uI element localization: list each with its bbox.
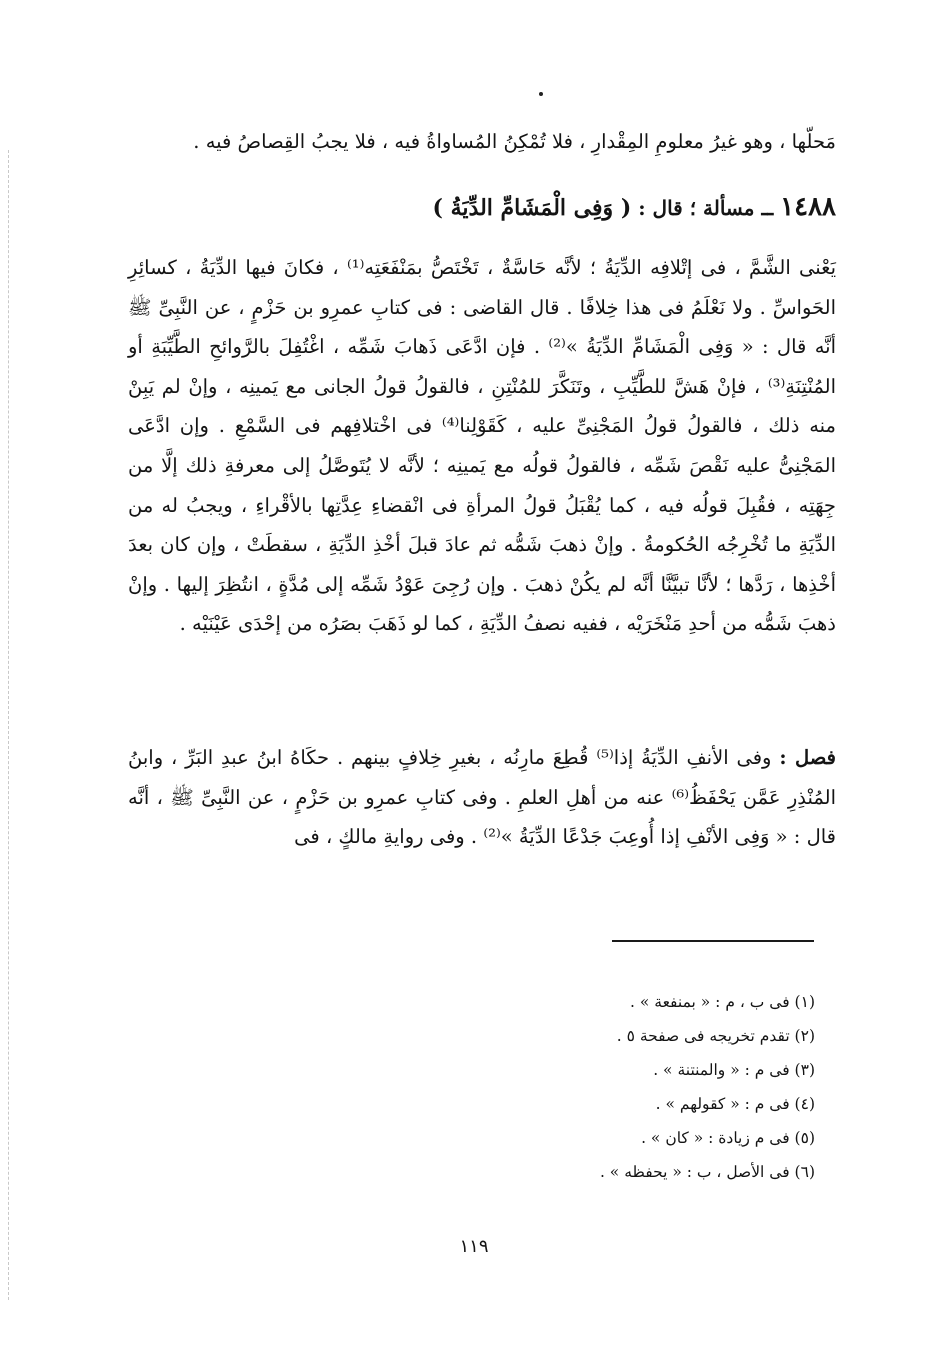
fasl-label: فصل :	[779, 746, 836, 769]
body-paragraph-2	[128, 738, 836, 857]
fasl-text: وفى الأنفِ الدِّيَةُ إذا⁽⁵⁾ قُطِعَ مارِنُه ، بغيرِ خِلافٍ بينهم . حكَاهُ ابنُ عبدِ البَرِّ ، وابنُ المُنْذِرِ عَمَّن يَحْفَظُ⁽⁶⁾ عنه من أهلِ العلمِ . وفى كتابِ عمرِو بن حَزْمٍ ، عن النَّبِىِّ ﷺ ، أنَّه قال : « وَفِى الأنْفِ إذا أُوعِبَ جَدْعًا الدِّيَةُ »⁽²⁾ . وفى روايةِ مالكٍ ، فى	[128, 746, 837, 849]
section-dash: ــ	[761, 196, 774, 220]
intro-line: مَحلّها ، وهو غيرُ معلومِ المِقْدارِ ، فلا تُمْكِنُ المُساواةُ فيه ، فلا يجبُ القِصاصُ فيه .	[193, 130, 836, 153]
section-verse: ( وَفِى الْمَشَامِّ الدِّيَةُ )	[432, 195, 632, 221]
footnote-2: (٢) تقدم تخريجه فى صفحة ٥ .	[616, 1027, 815, 1045]
section-heading	[433, 192, 836, 222]
ink-dot	[539, 92, 543, 96]
page-number: ١١٩	[459, 1236, 489, 1257]
section-label: مسألة ؛ قال :	[638, 196, 755, 220]
footnote-6: (٦) فى الأصل ، ب : « يحفظه » .	[599, 1163, 815, 1181]
footnote-separator	[612, 940, 814, 942]
footnote-1: (١) فى ب ، م : « بمنفعة » .	[630, 993, 815, 1011]
footnote-3: (٣) فى م : « والمنتنة » .	[653, 1061, 815, 1079]
section-number: ١٤٨٨	[780, 192, 836, 222]
footnotes	[600, 985, 815, 1189]
body-paragraph-1: يَعْنى الشَّمَّ ، فى إتْلافِه الدِّيَةُ ؛ لأنَّه حَاسَّةٌ ، تَخْتَصُّ بمَنْفَعَتِه⁽¹⁾ ، فكانَ فيها الدِّيَةُ ، كسائِرِ الحَواسِّ . ولا نَعْلَمُ فى هذا خِلافًا . قال القاضى : فى كتابِ عمرِو بن حَزْمٍ ، عن النَّبِىِّ ﷺ أنَّه قال : « وَفِى الْمَشَامِّ الدِّيَةُ »⁽²⁾ . فإن ادَّعَى ذَهابَ شَمِّه ، اغْتُفِلَ بالرَّوائحِ الطَّيِّبَةِ أو المُنْتِنَةِ⁽³⁾ ، فإنْ هَشَّ للطَّيِّبِ ، وتَنَكَّرَ للمُنْتِنِ ، فالقولُ قولُ الجانى مع يَمينِه ، وإنْ لم يَبِنْ منه ذلك ، فالقولُ قولُ المَجْنِىِّ عليه ، كَقَوْلِنا⁽⁴⁾ فى اخْتلافِهم فى السَّمْعِ . وإن ادَّعَى المَجْنِىُّ عليه نَقْصَ شَمِّه ، فالقولُ قولُه مع يَمينِه ؛ لأنَّه لا يُتَوصَّلُ إلى معرفةِ ذلك إلَّا من جِهَتِه ، فقُبِلَ قولُه فيه ، كما يُقْبَلُ قولُ المرأةِ فى انْقضاءِ عِدَّتِها بالأقْراءِ ، ويجبُ له من الدِّيَةِ ما تُخْرِجُه الحُكومةُ . وإنْ ذهبَ شَمُّه ثم عادَ قبلَ أخْذِ الدِّيَةِ ، سقطَتْ ، وإن كان بعدَ أخْذِها ، رَدَّها ؛ لأنَّا تبيَّنَّا أنَّه لم يكُنْ ذهبَ . وإن رُجِىَ عَوْدُ شَمِّه إلى مُدَّةٍ ، انتُظِرَ إليها . وإنْ ذهبَ شَمُّه من أحدِ مَنْخَرَيْه ، ففيه نصفُ الدِّيَةِ ، كما لو ذَهَبَ بصَرُه من إحْدَى عَيْنَيْه .	[128, 256, 837, 636]
scan-edge-shadow	[8, 150, 9, 1300]
footnote-5: (٥) فى م زيادة : « كان » .	[641, 1129, 815, 1147]
footnote-4: (٤) فى م : « كقولهم » .	[655, 1095, 815, 1113]
